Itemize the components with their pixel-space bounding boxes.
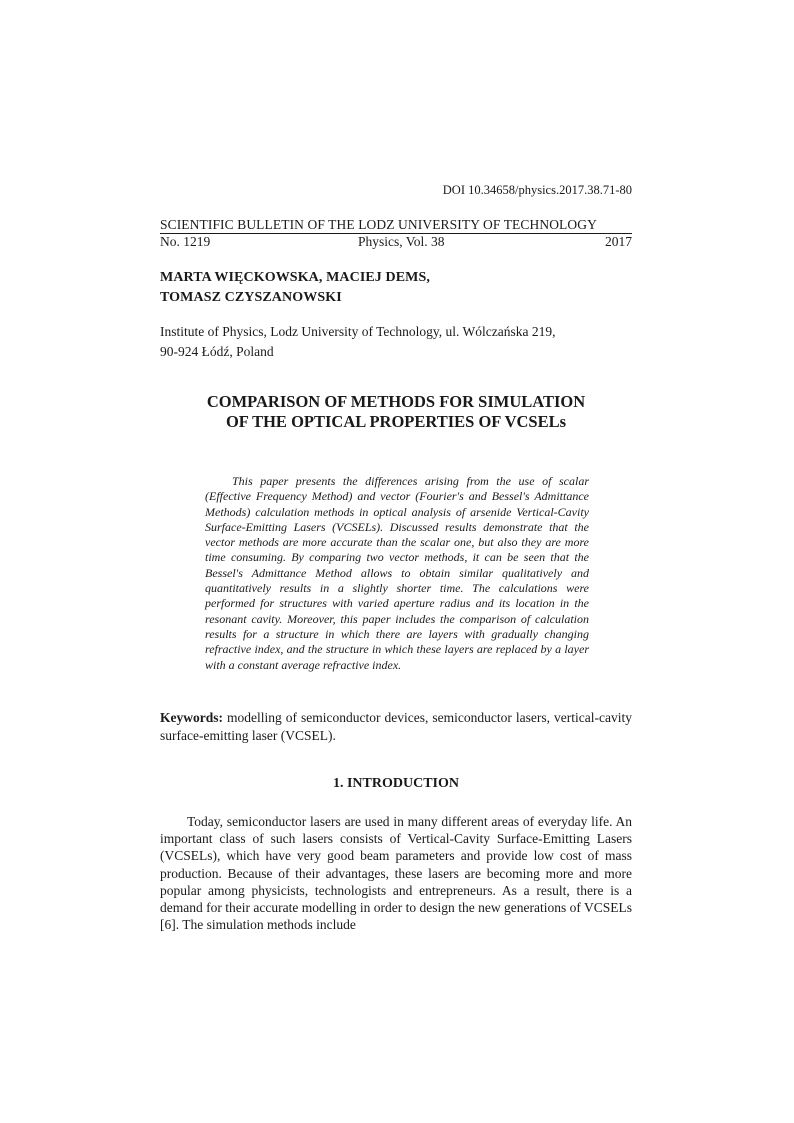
keywords-text: modelling of semiconductor devices, semiconductor lasers, vertical-cavity surface-emitting laser (VCSEL). bbox=[160, 710, 632, 743]
section-heading: 1. INTRODUCTION bbox=[332, 776, 459, 791]
author-line-1: MARTA WIĘCKOWSKA, MACIEJ DEMS, bbox=[160, 270, 430, 285]
keywords-label: Keywords: bbox=[160, 710, 223, 725]
issue-number: No. 1219 bbox=[160, 234, 211, 249]
affiliation bbox=[160, 322, 632, 362]
title-line-2: OF THE OPTICAL PROPERTIES OF VCSELs bbox=[225, 412, 567, 431]
author-line-2: TOMASZ CZYSZANOWSKI bbox=[160, 290, 342, 305]
issue-year: 2017 bbox=[605, 234, 632, 249]
journal-volume: Physics, Vol. 38 bbox=[358, 234, 445, 249]
intro-paragraph: Today, semiconductor lasers are used in many different areas of everyday life. An important class of such lasers consists of Vertical-Cavity Surface-Emitting Lasers (VCSELs), which have very good beam parameters and provide low cost of mass production. Because of their advantages, these lasers are becoming more and more popular among physicists, technologists and entrepreneurs. As a result, there is a demand for their accurate modelling in order to design the new generations of VCSELs [6]. The simulation methods include bbox=[160, 814, 632, 933]
keywords-block bbox=[160, 709, 632, 744]
title-line-1: COMPARISON OF METHODS FOR SIMULATION bbox=[206, 392, 586, 411]
author-list bbox=[160, 268, 430, 308]
journal-name: SCIENTIFIC BULLETIN OF THE LODZ UNIVERSITY OF TECHNOLOGY bbox=[160, 216, 632, 234]
abstract-text: This paper presents the differences arising from the use of scalar (Effective Frequency Method) and vector (Fourier's and Bessel's Admittance Methods) calculation methods in optical analysis of arsenide Vertical-Cavity Surface-Emitting Lasers (VCSELs). Discussed results demonstrate that the vector methods are more accurate than the scalar one, but also they are more time consuming. By comparing two vector methods, it can be seen that the Bessel's Admittance Method allows to obtain similar qualitatively and quantitatively results in a slightly shorter time. The calculations were performed for structures with varied aperture radius and its location in the resonant cavity. Moreover, this paper includes the comparison of calculation results for a structure in which there are layers with gradually changing refractive index, and the structure in which these layers are replaced by a layer with a constant average refractive index. bbox=[205, 474, 589, 672]
paper-title bbox=[160, 392, 632, 432]
doi-line: DOI 10.34658/physics.2017.38.71-80 bbox=[442, 183, 632, 197]
affiliation-line-2: 90-924 Łódź, Poland bbox=[160, 344, 274, 359]
affiliation-line-1: Institute of Physics, Lodz University of Technology, ul. Wólczańska 219, bbox=[160, 324, 556, 339]
